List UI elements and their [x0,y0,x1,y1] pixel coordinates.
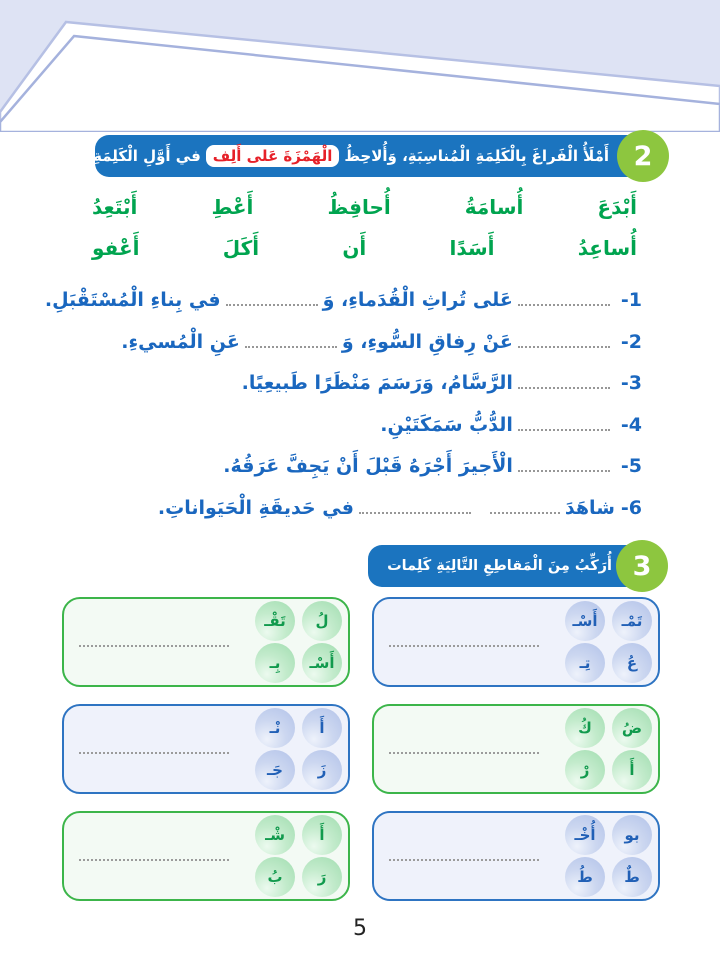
syllable-circles [565,601,652,683]
sentence-dash: - [620,413,629,436]
syllable-circle[interactable]: بِـ [255,643,295,683]
syllable-circle[interactable]: أَسْـ [565,601,605,641]
sentence-text: عَلى تُراثِ الْقُدَماءِ، وَ [322,289,513,311]
sentence-text: شاهَدَ [564,496,615,519]
syllable-circle[interactable]: أَ [302,815,342,855]
fill-in-sentences [45,280,642,529]
syllable-circle[interactable]: عُ [612,643,652,683]
syllable-circle[interactable]: رَ [302,857,342,897]
exercise-2-header [95,135,661,177]
answer-blank[interactable] [389,645,539,647]
syllable-circle[interactable]: طٌ [612,857,652,897]
answer-blank[interactable] [79,859,229,861]
sentence-text: الدُّبُّ سَمَكَتَيْنِ. [380,413,513,436]
word-bank-item[interactable]: أَبْتَعِدُ [92,194,138,219]
sentence-dash: - [620,455,629,477]
exercise-3-number-badge: 3 [616,540,668,592]
answer-blank[interactable] [389,752,539,754]
syllable-circle[interactable]: نْـ [255,708,295,748]
answer-blank[interactable] [518,429,610,431]
sentence-row-4 [45,405,642,447]
syllable-box [372,704,660,794]
syllable-circle[interactable]: جَـ [255,750,295,790]
answer-blank[interactable] [518,304,610,306]
syllable-box [62,597,350,687]
word-bank [92,186,637,268]
syllable-circle[interactable]: أُخْـ [565,815,605,855]
sentence-row-5 [45,446,642,488]
syllable-circle[interactable]: أَ [612,750,652,790]
syllable-circles [255,815,342,897]
sentence-text: الْأَجيرَ أَجْرَهُ قَبْلَ أَنْ يَجِفَّ عَرَقُهُ. [223,455,513,477]
syllable-circle[interactable]: طُ [565,857,605,897]
answer-blank[interactable] [389,859,539,861]
syllable-circle[interactable]: أَسْـ [302,643,342,683]
syllable-circle[interactable]: بُ [255,857,295,897]
word-bank-item[interactable]: أَسَدًا [449,235,495,260]
sentence-number: 1 [628,289,642,311]
exercise-2-number-badge: 2 [617,130,669,182]
sentence-number: 4 [628,413,642,436]
syllable-circle[interactable]: تَقْـ [255,601,295,641]
word-bank-item[interactable]: أُسامَةُ [464,194,524,219]
syllable-circle[interactable]: كُ [565,708,605,748]
sentence-dash: - [620,496,629,519]
folded-page-corner-graphic [0,0,720,132]
answer-blank[interactable] [518,387,610,389]
word-bank-item[interactable]: أَعْطِ [211,194,254,219]
answer-blank[interactable] [79,752,229,754]
syllable-box [372,811,660,901]
sentence-row-3 [45,363,642,405]
page-number: 5 [353,916,367,941]
sentence-text: عَنْ رِفاقِ السُّوءِ، وَ [341,330,513,353]
syllable-circle[interactable]: زَ [302,750,342,790]
sentence-text: في بِناءِ الْمُسْتَقْبَلِ. [44,289,221,311]
sentence-row-2 [45,322,642,364]
answer-blank[interactable] [490,512,560,514]
sentence-number: 5 [628,455,642,477]
sentence-row-1 [45,280,642,322]
word-bank-item[interactable]: أُحافِظُ [327,194,391,219]
syllable-circle[interactable]: لُ [302,601,342,641]
syllable-circle[interactable]: تَمْـ [612,601,652,641]
syllable-circle[interactable]: بو [612,815,652,855]
answer-blank[interactable] [245,346,337,348]
exercise-3-header [368,545,660,587]
sentence-number: 6 [628,496,642,519]
word-bank-item[interactable]: أُساعِدُ [577,235,637,260]
word-bank-item[interactable]: أَعْفو [92,235,140,260]
answer-blank[interactable] [518,470,610,472]
sentence-text: الرَّسَّامُ، وَرَسَمَ مَنْظَرًا طَبيعِيًا. [241,372,513,394]
sentence-number: 2 [628,330,642,353]
sentence-text: عَنِ الْمُسيءِ. [121,330,240,353]
syllable-circles [565,815,652,897]
syllable-circle[interactable]: تِـ [565,643,605,683]
sentence-row-6 [45,488,642,530]
answer-blank[interactable] [79,645,229,647]
syllable-circle[interactable]: رْ [565,750,605,790]
syllable-box [62,811,350,901]
sentence-number: 3 [628,372,642,394]
syllable-box [62,704,350,794]
syllable-circles [255,601,342,683]
exercise-2-title-before: أَمْلَأُ الْفَراغَ بِالْكَلِمَةِ الْمُناسِبَةِ، وَأُلاحِظُ [344,147,609,165]
syllable-circle[interactable]: أَ [302,708,342,748]
word-bank-row-2 [92,227,637,268]
sentence-dash: - [620,330,629,353]
word-bank-item[interactable]: أَن [342,235,367,260]
word-bank-item[interactable]: أَكَلَ [222,235,260,260]
sentence-dash: - [620,372,629,394]
sentence-dash: - [620,289,629,311]
syllable-box [372,597,660,687]
sentence-text: في حَديقَةِ الْحَيَواناتِ. [157,496,354,519]
syllable-circle[interactable]: ضُ [612,708,652,748]
hamza-on-alif-highlight: الْهَمْزَةَ عَلى أَلِف [206,145,340,167]
exercise-3-title: أُرَكِّبُ مِنَ الْمَقاطِعِ التَّالِيَةِ كَلِمات [387,558,612,574]
word-bank-item[interactable]: أَبْدَعَ [597,194,637,219]
exercise-2-title-after: في أَوَّلِ الْكَلِمَةِ [93,147,201,165]
syllable-boxes-grid [62,597,660,901]
syllable-circles [565,708,652,790]
syllable-circles [255,708,342,790]
answer-blank[interactable] [226,304,318,306]
answer-blank[interactable] [359,512,471,514]
word-bank-row-1 [92,186,637,227]
answer-blank[interactable] [518,346,610,348]
syllable-circle[interactable]: شْـ [255,815,295,855]
page-top-decoration [0,0,720,132]
